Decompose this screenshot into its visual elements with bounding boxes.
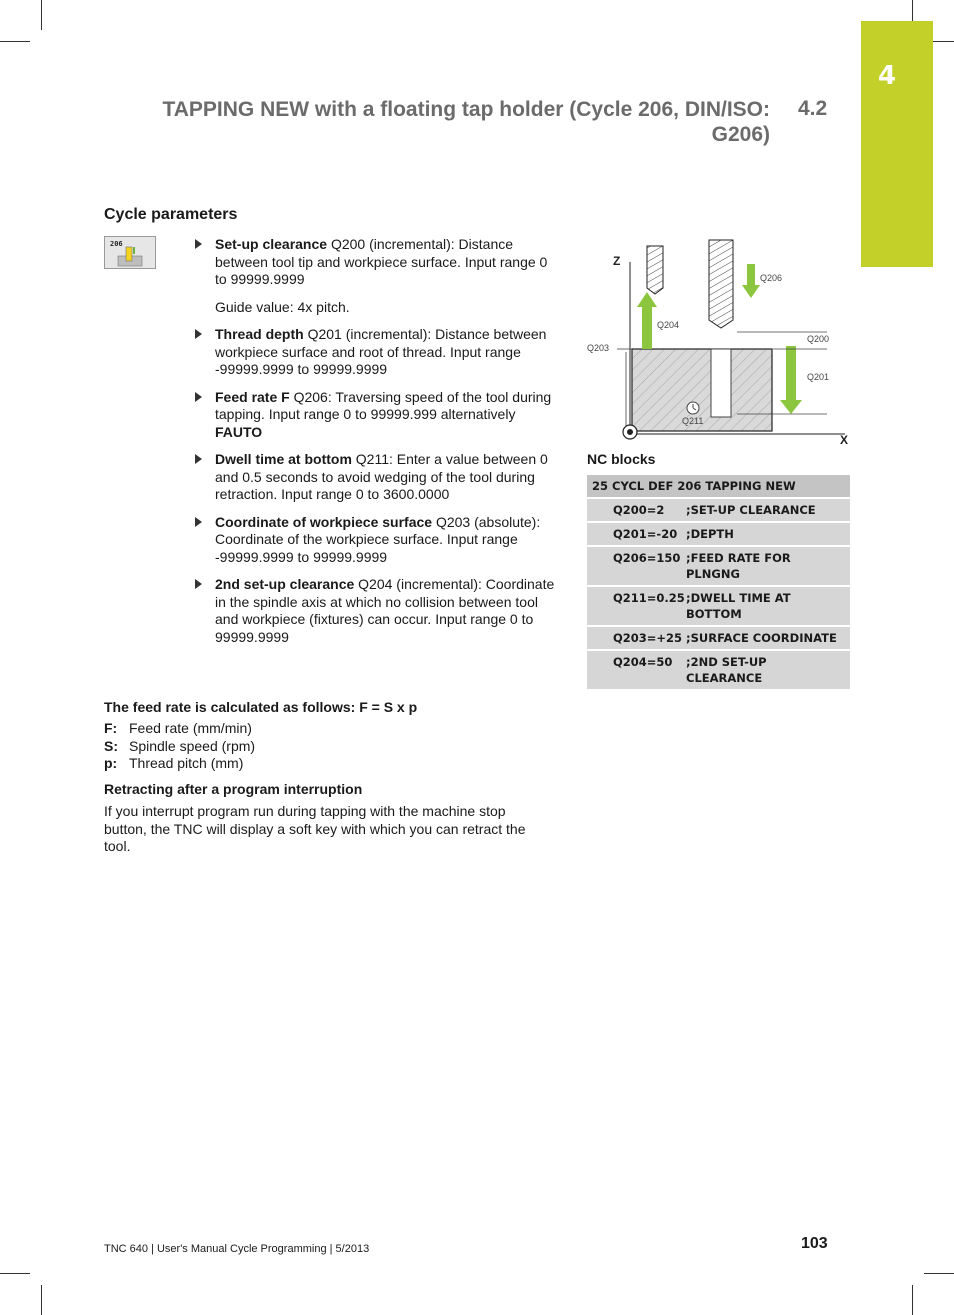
z-axis-label: Z [613,254,621,268]
nc-code: Q204=50 [587,650,686,690]
def-key: F: [104,720,118,736]
tap-icon [105,237,155,268]
arrow-head-icon [780,400,802,414]
page-header-title: TAPPING NEW with a floating tap holder (Cycle 206, DIN/ISO: G206) [162,98,770,146]
param-suffix: FAUTO [215,423,263,440]
arrow-head-icon [637,292,657,307]
label-q211: Q211 [682,416,704,426]
param-name: 2nd set-up clearance [215,576,355,592]
label-q204: Q204 [657,320,680,330]
param-text: Q203 (absolute): Coordinate of the workpiece surface. Input range -99999.9999 to 99999.9999 [215,513,541,565]
table-row [587,626,850,650]
drilled-hole [711,349,731,417]
nc-comment: ;FEED RATE FOR PLNGNG [686,546,850,586]
crop-mark [0,41,30,42]
nc-header-row [587,475,850,498]
label-q201: Q201 [807,372,830,382]
definition-row [104,755,255,773]
bullet-arrow-icon [195,579,202,589]
param-item [193,236,558,289]
retract-text: If you interrupt program run during tapping with the machine stop button, the TNC will display a soft key with which you can retract the tool. [104,803,526,854]
param-text: Q211: Enter a value between 0 and 0.5 seconds to avoid wedging of the tool during retraction. Input range 0 to 3600.0000 [215,451,548,502]
crop-mark [41,0,42,30]
nc-code: Q206=150 [587,546,686,586]
x-axis-label: X [840,433,849,447]
nc-comment: ;SET-UP CLEARANCE [686,498,850,522]
definition-row [104,720,255,738]
table-row [587,586,850,626]
nc-code: Q203=+25 [587,626,686,650]
table-row [587,522,850,546]
param-name: Thread depth [215,326,304,342]
nc-comment: ;DEPTH [686,522,850,546]
tapping-diagram [587,234,853,450]
nc-blocks-table [587,475,850,691]
cycle-diagram [587,234,853,450]
param-name: Dwell time at bottom [215,451,352,467]
param-text: Q200 (incremental): Distance between tool tip and workpiece surface. Input range 0 to 99999.9999 [215,236,548,287]
arrow-q206 [747,264,755,286]
label-q203: Q203 [587,343,610,353]
table-row [587,498,850,522]
param-name: Feed rate F [215,388,290,405]
arrow-q201 [786,346,796,402]
param-name: Coordinate of workpiece surface [215,513,433,530]
datum-dot [627,429,633,435]
bullet-arrow-icon [195,392,202,402]
feed-rate-title: The feed rate is calculated as follows: F = S x p [104,699,418,715]
nc-blocks-title: NC blocks [587,451,656,467]
crop-mark [924,1273,954,1274]
label-q200: Q200 [807,334,830,344]
arrow-head-icon [742,285,760,298]
crop-mark [912,1285,913,1315]
param-item [193,576,558,646]
param-item [193,389,558,442]
cycle-206-softkey [104,236,156,269]
section-number: 4.2 [798,97,828,120]
param-item [193,514,558,567]
table-row [587,546,850,586]
def-value: Thread pitch (mm) [129,755,244,771]
feed-rate-definitions [104,720,255,773]
param-text: Q201 (incremental): Distance between workpiece surface and root of thread. Input range -99999.9999 to 99999.9999 [215,326,547,377]
def-value: Feed rate (mm/min) [129,720,252,736]
nc-comment: ;DWELL TIME AT BOTTOM [686,586,850,626]
crop-mark [0,1273,30,1274]
param-item [193,326,558,379]
footer-text: TNC 640 | User's Manual Cycle Programming | 5/2013 [104,1243,370,1255]
nc-code: Q201=-20 [587,522,686,546]
chapter-number: 4 [877,61,897,91]
nc-comment: ;SURFACE COORDINATE [686,626,850,650]
bullet-arrow-icon [195,454,202,464]
retract-title: Retracting after a program interruption [104,781,363,797]
nc-comment: ;2ND SET-UP CLEARANCE [686,650,850,690]
def-key: S: [104,737,118,754]
def-key: p: [104,755,118,771]
chapter-tab [861,21,933,267]
crop-mark [41,1285,42,1315]
param-name: Set-up clearance [215,236,328,252]
param-text: Q206: Traversing speed of the tool during tapping. Input range 0 to 99999.999 alternatively [215,388,552,422]
table-row [587,650,850,690]
bullet-arrow-icon [195,239,202,249]
bullet-arrow-icon [195,329,202,339]
nc-code: Q211=0.25 [587,586,686,626]
bullet-arrow-icon [195,517,202,527]
label-q206: Q206 [760,273,783,283]
definition-row [104,738,255,756]
arrow-q204 [642,306,652,349]
param-item [193,451,558,504]
def-value: Spindle speed (rpm) [129,737,256,754]
nc-code: Q200=2 [587,498,686,522]
tap-tool-icon [647,246,663,294]
page-number: 103 [801,1235,828,1252]
nc-header: 25 CYCL DEF 206 TAPPING NEW [587,475,850,498]
tap-tool-icon [709,240,733,328]
param-text: Q204 (incremental): Coordinate in the spindle axis at which no collision between tool and workpiece (fixtures) can occur. Input range 0 to 99999.9999 [215,576,555,645]
section-title: Cycle parameters [104,206,238,223]
parameter-list [193,236,558,656]
param-guide: Guide value: 4x pitch. [215,298,350,315]
softkey-label: 206 [110,240,123,248]
